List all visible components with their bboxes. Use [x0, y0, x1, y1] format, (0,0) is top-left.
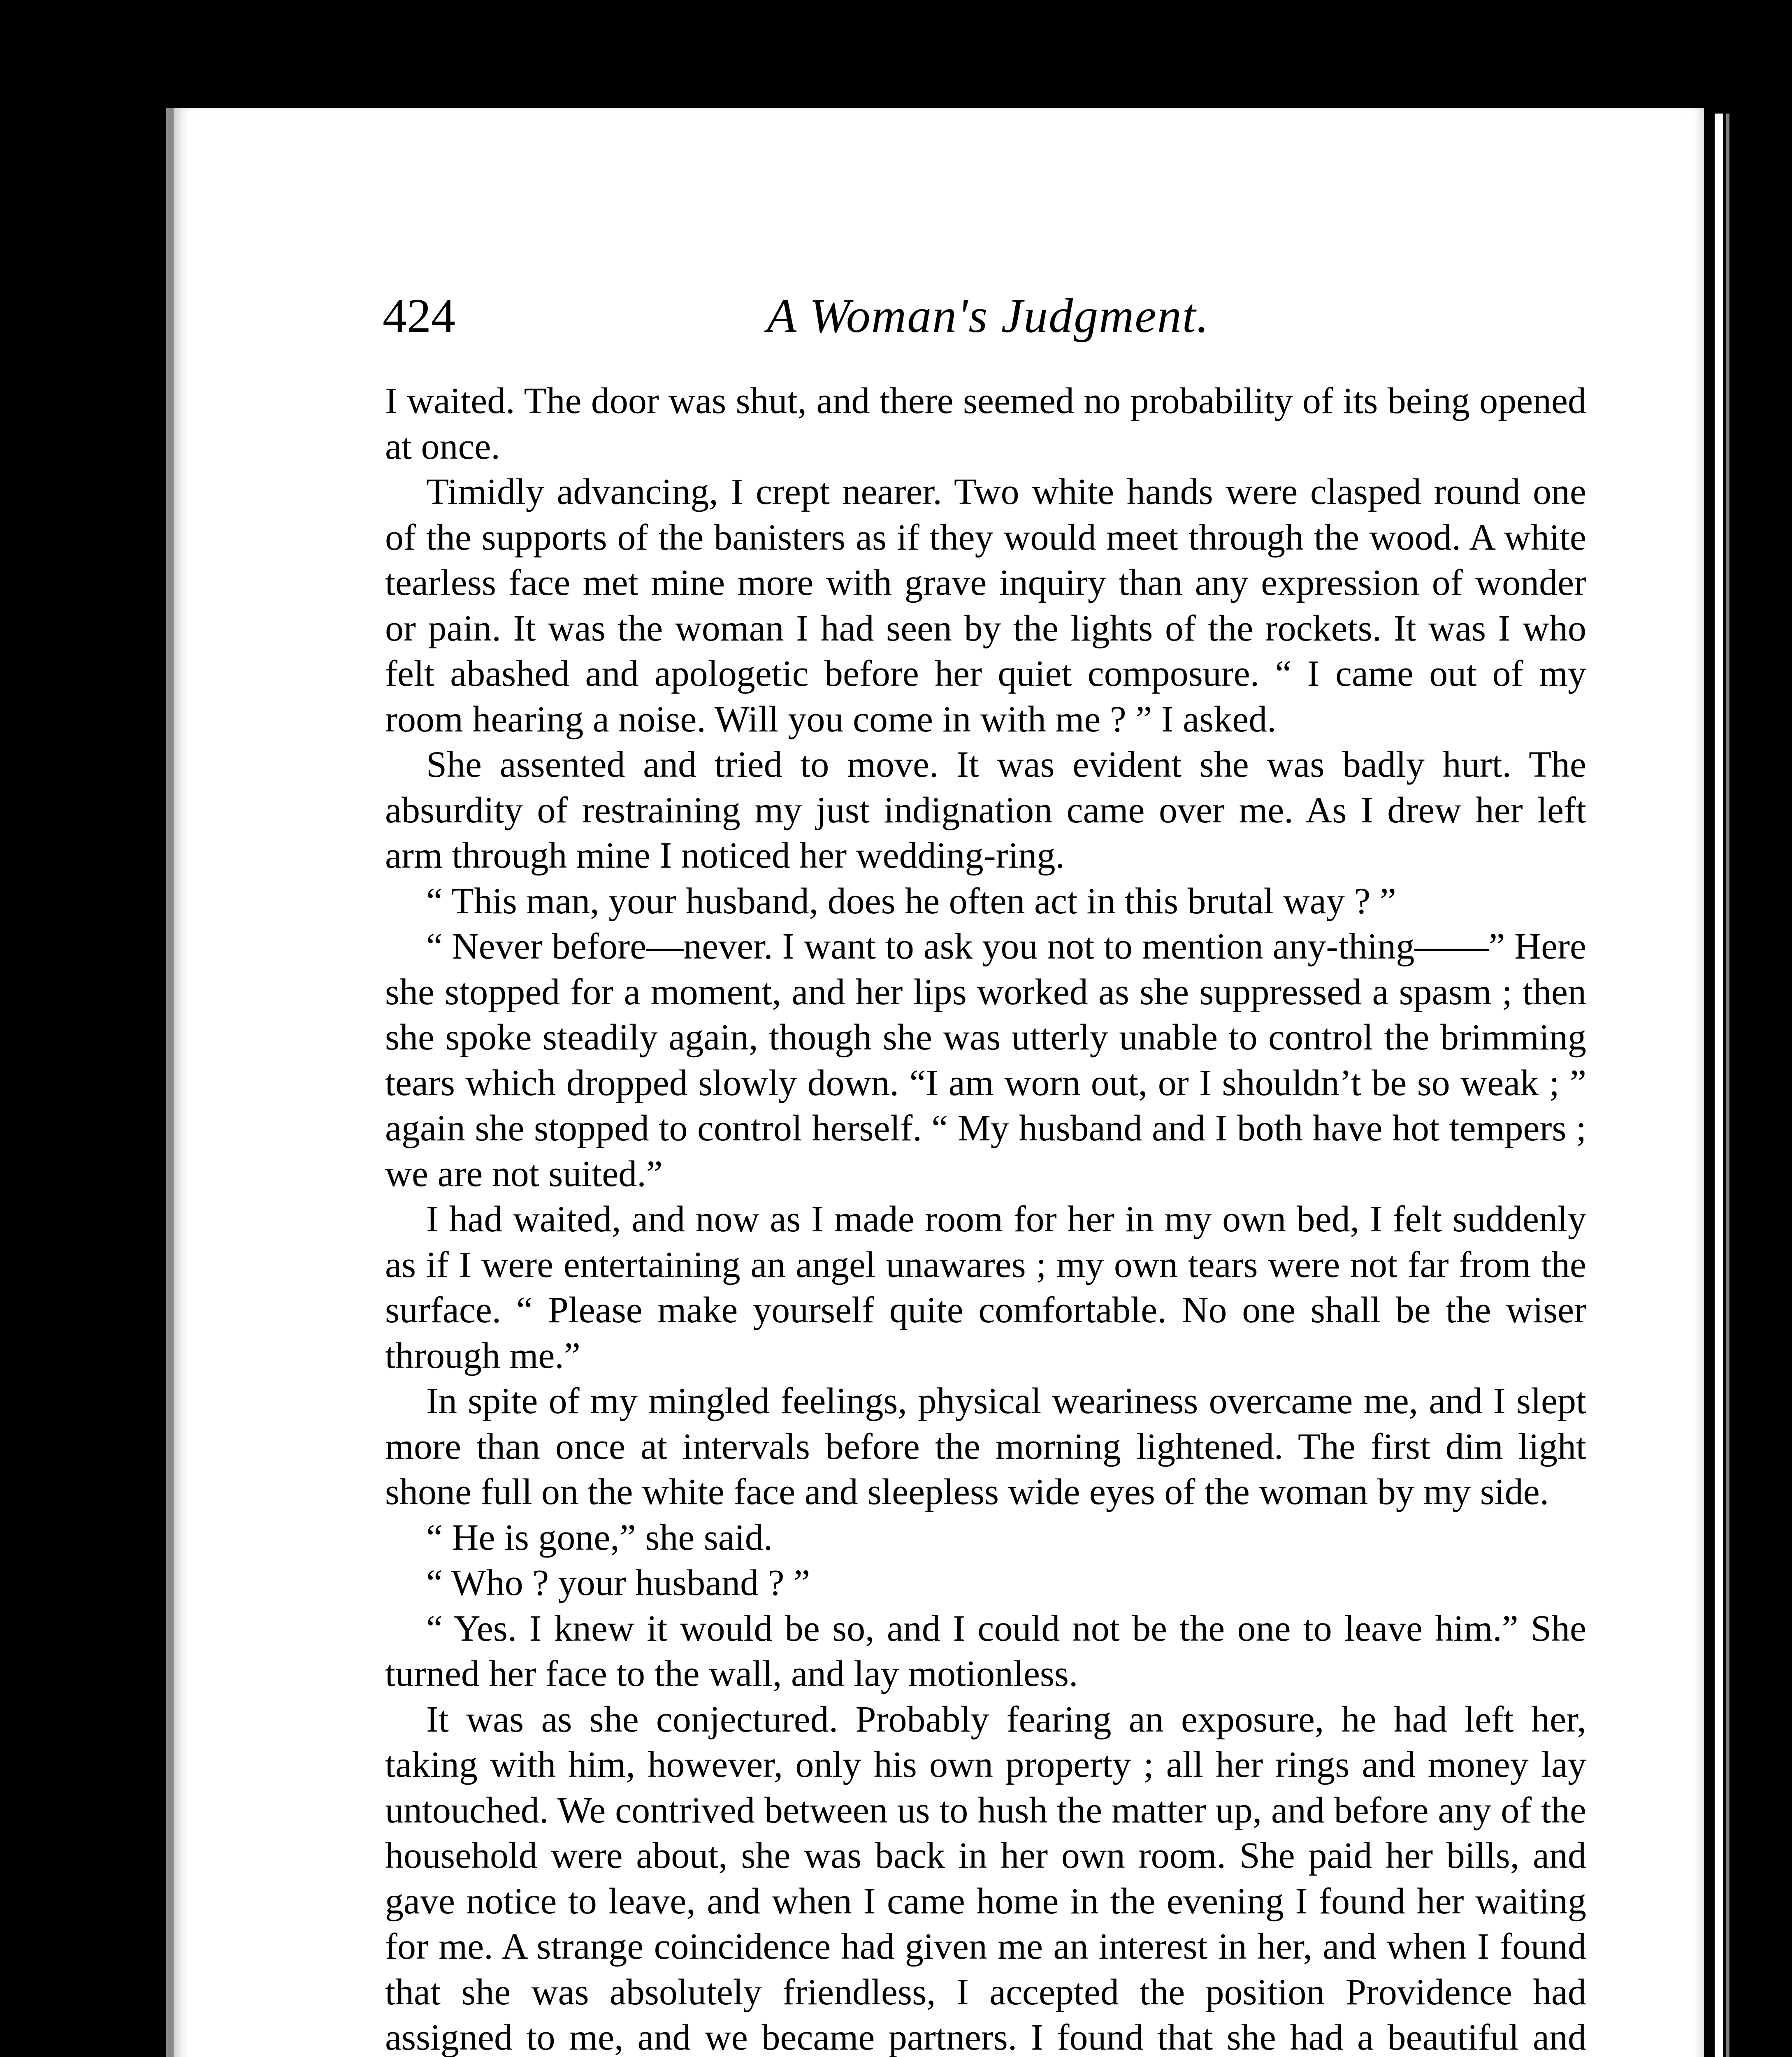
- paragraph: Timidly advancing, I crept nearer. Two white hands were clasped round one of the supports of the banisters as if they would meet through the wood. A white tearless face met mine more with grave inquiry than any expression of wonder or pain. It was the woman I had seen by the lights of the rockets. It was I who felt abashed and apologetic before her quiet composure. “ I came out of my room hearing a noise. Will you come in with me ? ” I asked.: [385, 471, 1586, 740]
- running-head: [383, 288, 1596, 346]
- paragraph: “ Yes. I knew it would be so, and I could not be the one to leave him.” She turned her face to the wall, and lay motionless.: [385, 1608, 1586, 1694]
- paragraph: She assented and tried to move. It was evident she was badly hurt. The absurdity of restraining my just indignation came over me. As I drew her left arm through mine I noticed her wedding-ring.: [385, 744, 1586, 876]
- paragraph: “ This man, your husband, does he often act in this brutal way ? ”: [426, 880, 1396, 922]
- paragraph: “ Who ? your husband ? ”: [426, 1562, 810, 1603]
- facing-page-gutter: [1726, 114, 1729, 2057]
- paragraph: In spite of my mingled feelings, physical weariness overcame me, and I slept more than once at intervals before the morning lightened. The first dim light shone full on the white face and sleepless wide eyes of the woman by my side.: [385, 1381, 1586, 1512]
- page-number: 424: [383, 289, 455, 343]
- paragraph: “ He is gone,” she said.: [426, 1517, 773, 1558]
- running-title: A Woman's Judgment.: [767, 289, 1210, 343]
- paragraph: I waited. The door was shut, and there seemed no probability of its being opened at once.: [385, 381, 1586, 467]
- paragraph: It was as she conjectured. Probably fearing an exposure, he had left her, taking with him, however, only his own property ; all her rings and money lay untouched. We contrived between us to hush the matter up, and before any of the household were about, she was back in her own room. She paid her bills, and gave notice to leave, and when I came home in the evening I found her waiting for me. A strange coincidence had given me an interest in her, and when I found that she was absolutely friendless, I accepted the position Providence had assigned to me, and we became partners. I found that she had a beautiful and: [385, 1699, 1586, 2057]
- paragraph: I had waited, and now as I made room for her in my own bed, I felt suddenly as if I were entertaining an angel unawares ; my own tears were not far from the surface. “ Please make yourself quite comfortable. No one shall be the wiser through me.”: [385, 1199, 1586, 1376]
- body-text: [385, 378, 1586, 2057]
- facing-page-edge: [1715, 114, 1723, 2057]
- paragraph: “ Never before—never. I want to ask you not to mention any-thing——” Here she stopped for a moment, and her lips worked as she suppressed a spasm ; then she spoke steadily again, though she was utterly unable to control the brimming tears which dropped slowly down. “I am worn out, or I shouldn’t be so weak ; ” again she stopped to control herself. “ My husband and I both have hot tempers ; we are not suited.”: [385, 926, 1586, 1194]
